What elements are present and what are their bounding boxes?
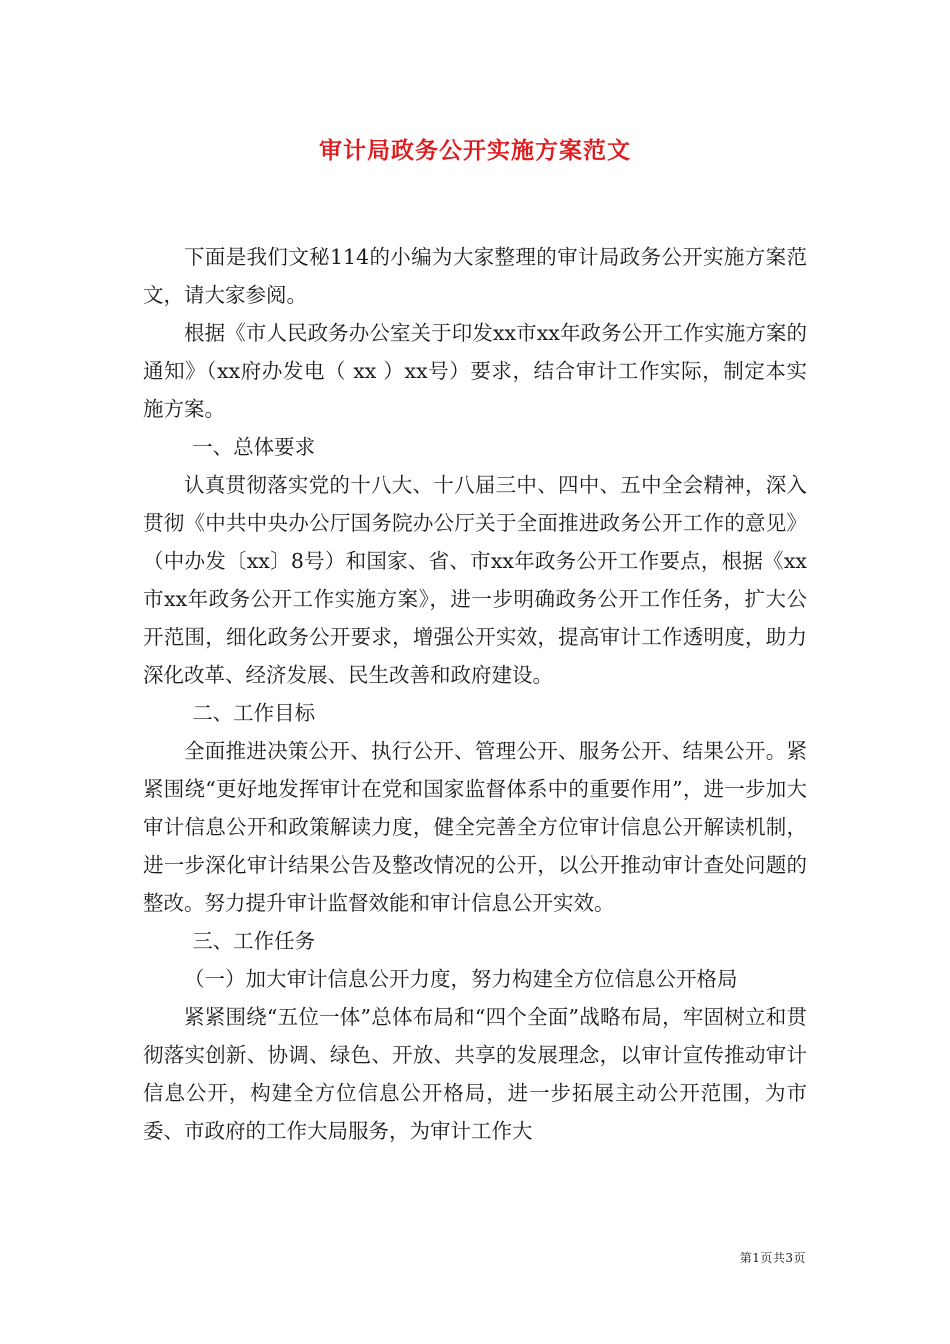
paragraph-general-requirements: 认真贯彻落实党的十八大、十八届三中、四中、五中全会精神，深入贯彻《中共中央办公厅国务院办公厅关于全面推进政务公开工作的意见》（中办发〔xx〕8号）和国家、省、市xx年政务公开工作要点，根据《xx市xx年政务公开工作实施方案》，进一步明确政务公开工作任务，扩大公开范围，细化政务公开要求，增强公开实效，提高审计工作透明度，助力深化改革、经济发展、民生改善和政府建设。 [143,473,807,687]
paragraph-basis: 根据《市人民政务办公室关于印发xx市xx年政务公开工作实施方案的通知》（xx府办发电（ xx ）xx号）要求，结合审计工作实际，制定本实施方案。 [143,321,807,421]
document-title: 审计局政务公开实施方案范文 [319,137,631,164]
document-body [143,238,807,1150]
section-heading-work-tasks: 三、工作任务 [192,929,316,953]
section-heading-work-goals: 二、工作目标 [192,701,316,725]
paragraph-task-one: 紧紧围绕“五位一体”总体布局和“四个全面”战略布局，牢固树立和贯彻落实创新、协调、绿色、开放、共享的发展理念，以审计宣传推动审计信息公开，构建全方位信息公开格局，进一步拓展主动公开范围，为市委、市政府的工作大局服务，为审计工作大 [143,1005,807,1143]
paragraph-work-goals: 全面推进决策公开、执行公开、管理公开、服务公开、结果公开。紧紧围绕“更好地发挥审计在党和国家监督体系中的重要作用”，进一步加大审计信息公开和政策解读力度，健全完善全方位审计信息公开解读机制，进一步深化审计结果公告及整改情况的公开，以公开推动审计查处问题的整改。努力提升审计监督效能和审计信息公开实效。 [143,739,807,915]
section-heading-general-requirements: 一、总体要求 [192,435,316,459]
page-number: 第1页共3页 [739,1251,806,1265]
subsection-heading-task-one: （一）加大审计信息公开力度，努力构建全方位信息公开格局 [184,967,738,991]
paragraph-intro: 下面是我们文秘114的小编为大家整理的审计局政务公开实施方案范文，请大家参阅。 [143,245,807,307]
